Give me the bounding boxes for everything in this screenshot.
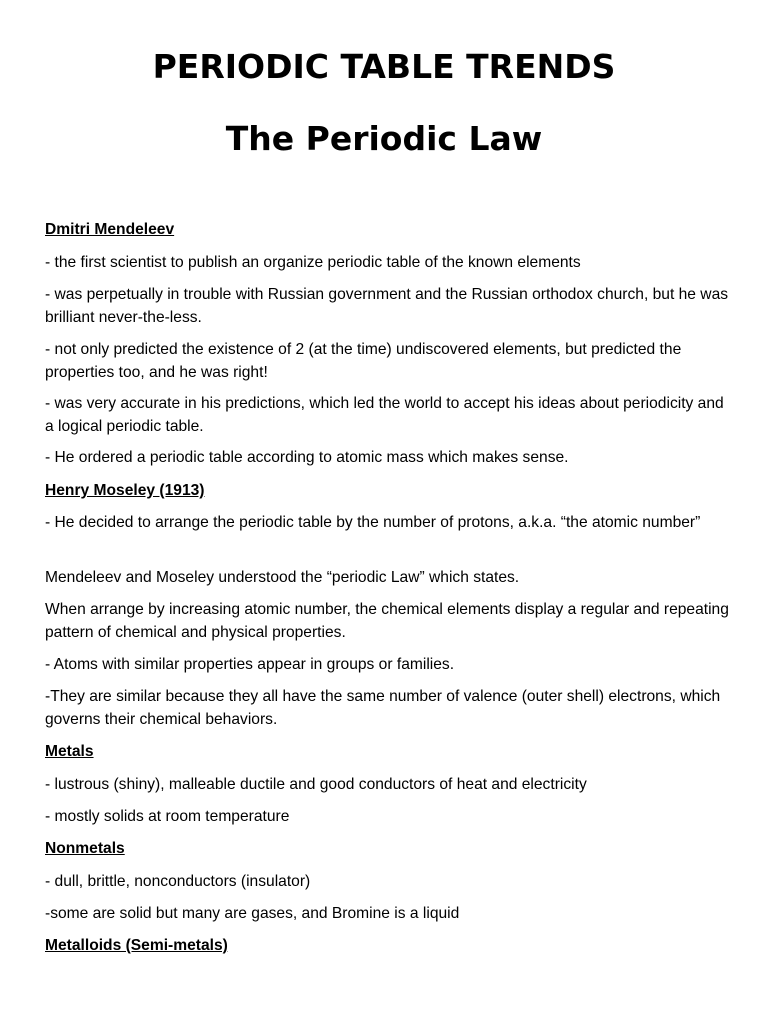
paragraph: When arrange by increasing atomic number, the chemical elements display a regular and repeating pattern of chemical and physical properties. [45,601,729,641]
paragraph: -some are solid but many are gases, and Bromine is a liquid [45,905,460,922]
section-heading-metalloids: Metalloids (Semi-metals) [45,937,228,954]
paragraph: - lustrous (shiny), malleable ductile and good conductors of heat and electricity [45,776,587,793]
paragraph: - Atoms with similar properties appear in groups or families. [45,656,455,673]
paragraph: - was very accurate in his predictions, which led the world to accept his ideas about periodicity and a logical periodic table. [45,395,724,435]
paragraph: - He ordered a periodic table according to atomic mass which makes sense. [45,449,569,466]
paragraph: - mostly solids at room temperature [45,808,290,825]
paragraph: - the first scientist to publish an organize periodic table of the known elements [45,254,581,271]
section-heading-mendeleev: Dmitri Mendeleev [45,221,175,238]
document-subtitle: The Periodic Law [225,119,543,158]
section-heading-moseley: Henry Moseley (1913) [45,482,205,499]
paragraph: -They are similar because they all have the same number of valence (outer shell) electrons, which governs their chemical behaviors. [45,688,721,728]
paragraph: - was perpetually in trouble with Russian government and the Russian orthodox church, but he was brilliant never-the-less. [45,286,729,326]
paragraph: - not only predicted the existence of 2 (at the time) undiscovered elements, but predicted the properties too, and he was right! [45,341,682,381]
section-heading-metals: Metals [45,743,94,760]
document-title: PERIODIC TABLE TRENDS [152,47,616,86]
paragraph: - dull, brittle, nonconductors (insulator) [45,873,311,890]
paragraph: Mendeleev and Moseley understood the “periodic Law” which states. [45,569,520,586]
paragraph: - He decided to arrange the periodic table by the number of protons, a.k.a. “the atomic number” [45,514,701,531]
section-heading-nonmetals: Nonmetals [45,840,125,857]
